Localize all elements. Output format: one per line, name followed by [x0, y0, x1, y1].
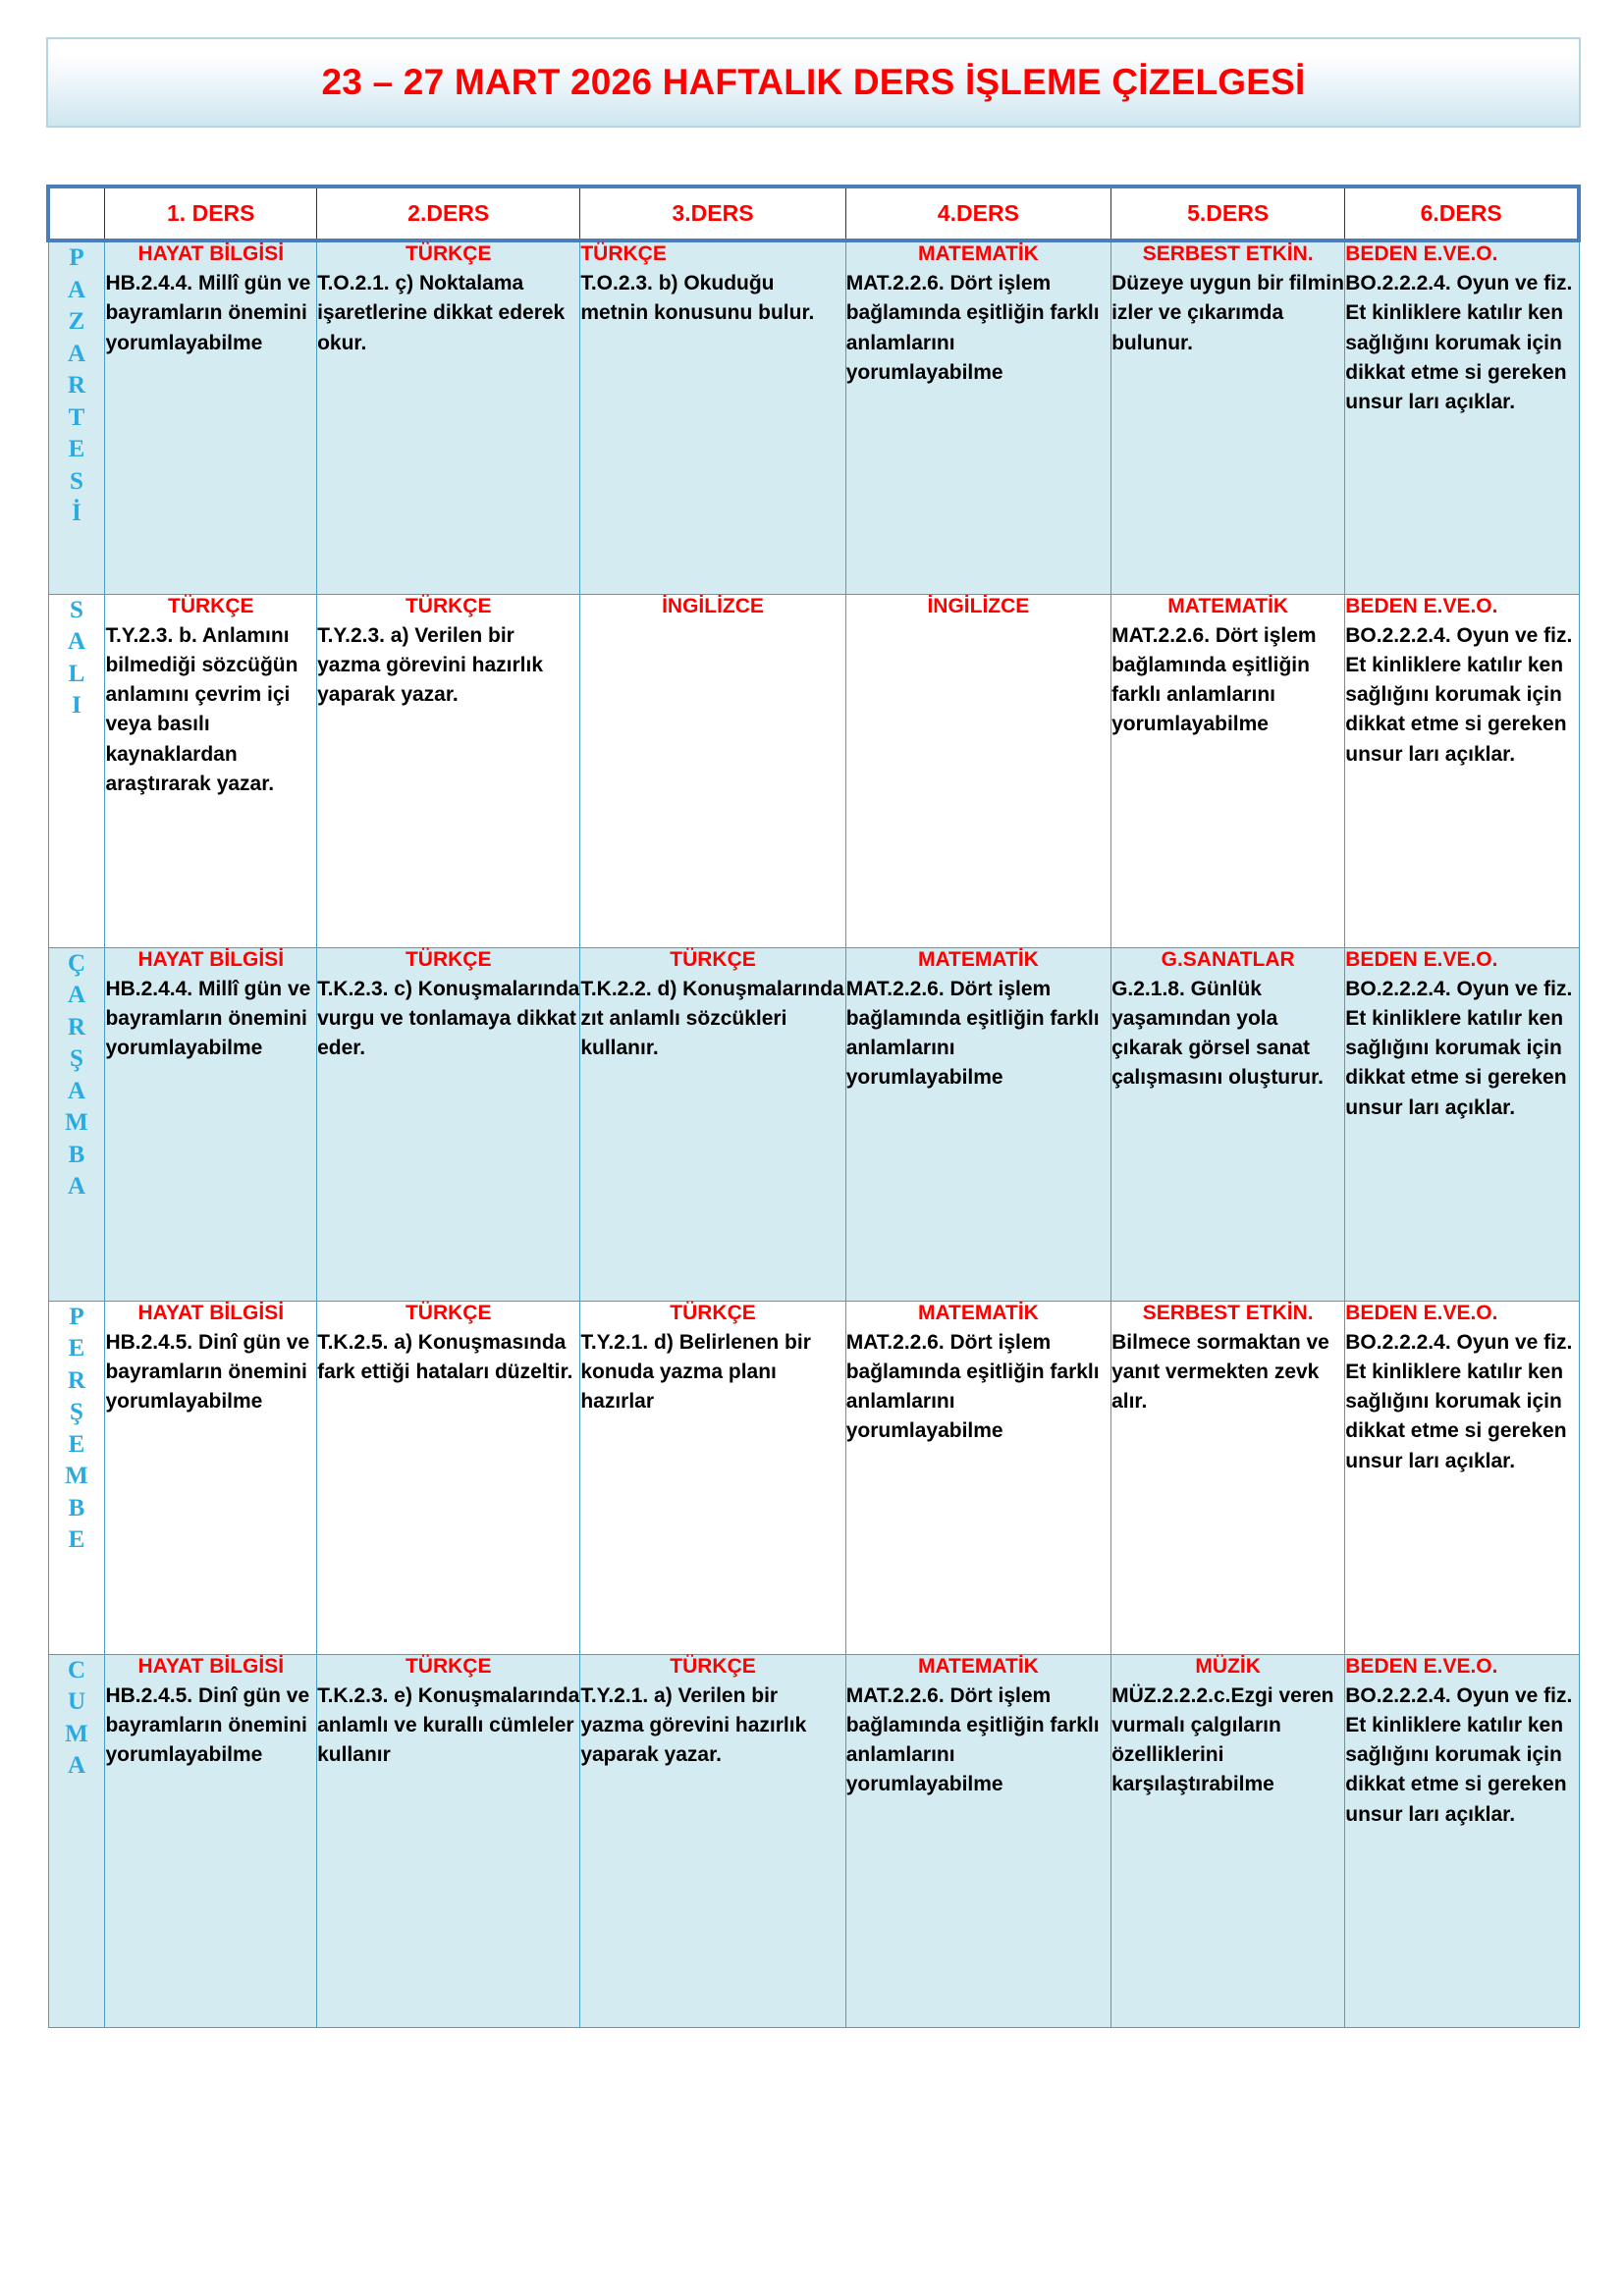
lesson-subject: BEDEN E.VE.O.	[1345, 1654, 1498, 1678]
lesson-subject: MATEMATİK	[1167, 594, 1289, 617]
lesson-cell	[845, 1654, 1110, 2027]
day-letter: Ç	[67, 949, 85, 977]
lesson-outcome: T.O.2.1. ç) Noktalama işaretlerine dikkat ederek okur.	[317, 272, 566, 354]
day-letter: Ş	[70, 1399, 83, 1425]
lesson-subject: HAYAT BİLGİSİ	[137, 1301, 285, 1324]
header-lesson-6-label: 6.DERS	[1420, 200, 1502, 226]
lesson-cell	[1345, 947, 1579, 1301]
day-letter: R	[67, 1366, 85, 1394]
lesson-outcome: BO.2.2.2.4. Oyun ve fiz. Et kinliklere katılır ken sağlığını korumak için dikkat etme si gereken unsur ları açıklar.	[1345, 1330, 1573, 1472]
lesson-cell	[317, 1301, 580, 1654]
lesson-cell	[845, 594, 1110, 947]
lesson-cell	[1111, 1301, 1345, 1654]
day-letter: M	[65, 1720, 88, 1747]
lesson-cell	[1111, 1654, 1345, 2027]
day-letter: P	[69, 244, 84, 271]
lesson-subject: TÜRKÇE	[670, 947, 756, 971]
day-letter: L	[68, 660, 85, 687]
lesson-subject: G.SANATLAR	[1161, 947, 1295, 971]
lesson-subject: BEDEN E.VE.O.	[1345, 242, 1498, 265]
header-lesson-6	[1345, 187, 1579, 240]
day-letter: I	[72, 692, 81, 719]
day-letter: A	[67, 1077, 85, 1104]
lesson-subject: TÜRKÇE	[405, 594, 492, 617]
header-lesson-5	[1111, 187, 1345, 240]
lesson-subject: MATEMATİK	[917, 242, 1039, 265]
lesson-outcome: HB.2.4.4. Millî gün ve bayramların önemini yorumlayabilme	[105, 272, 311, 354]
day-label-vertical	[49, 242, 105, 530]
lesson-outcome: HB.2.4.5. Dinî gün ve bayramların önemini yorumlayabilme	[105, 1683, 310, 1767]
lesson-cell	[105, 1654, 317, 2027]
lesson-outcome: BO.2.2.2.4. Oyun ve fiz. Et kinliklere katılır ken sağlığını korumak için dikkat etme si gereken unsur ları açıklar.	[1345, 1683, 1573, 1826]
lesson-cell	[105, 1301, 317, 1654]
day-letter: A	[67, 982, 85, 1008]
lesson-outcome: MAT.2.2.6. Dört işlem bağlamında eşitliğin farklı anlamlarını yorumlayabilme	[845, 1330, 1100, 1443]
day-label-cell-pazartesi̇	[48, 240, 105, 594]
day-letter: E	[68, 1335, 85, 1362]
lesson-cell	[1345, 594, 1579, 947]
header-lesson-4	[845, 187, 1110, 240]
table-row	[48, 594, 1579, 947]
lesson-outcome: Bilmece sormaktan ve yanıt vermekten zevk alır.	[1111, 1330, 1329, 1414]
header-lesson-5-label: 5.DERS	[1187, 200, 1270, 226]
lesson-outcome: HB.2.4.4. Millî gün ve bayramların önemini yorumlayabilme	[105, 977, 311, 1060]
day-letter: M	[65, 1463, 88, 1489]
day-letter: İ	[72, 500, 81, 526]
lesson-subject: HAYAT BİLGİSİ	[137, 947, 285, 971]
lesson-subject: TÜRKÇE	[405, 1301, 492, 1324]
lesson-cell	[317, 947, 580, 1301]
lesson-cell	[845, 240, 1110, 594]
lesson-outcome: G.2.1.8. Günlük yaşamından yola çıkarak görsel sanat çalışmasını oluşturur.	[1111, 977, 1324, 1090]
lesson-subject: MATEMATİK	[917, 1301, 1039, 1324]
lesson-outcome: T.Y.2.1. d) Belirlenen bir konuda yazma planı hazırlar	[580, 1330, 811, 1414]
lesson-subject: İNGİLİZCE	[662, 594, 764, 617]
lesson-outcome: MAT.2.2.6. Dört işlem bağlamında eşitliğin farklı anlamlarını yorumlayabilme	[1111, 623, 1317, 736]
day-letter: E	[68, 1526, 85, 1553]
lesson-outcome: T.K.2.5. a) Konuşmasında fark ettiği hataları düzeltir.	[317, 1330, 573, 1383]
lesson-outcome: T.Y.2.3. b. Anlamını bilmediği sözcüğün anlamını çevrim içi veya basılı kaynaklardan araştırarak yazar.	[105, 623, 298, 795]
lesson-subject: TÜRKÇE	[405, 242, 492, 265]
day-letter: C	[67, 1656, 85, 1683]
day-letter: B	[68, 1141, 85, 1168]
day-label-cell-sali	[48, 594, 105, 947]
lesson-cell	[317, 240, 580, 594]
table-row	[48, 1654, 1579, 2027]
lesson-outcome: T.Y.2.3. a) Verilen bir yazma görevini hazırlık yaparak yazar.	[317, 623, 544, 707]
lesson-outcome: BO.2.2.2.4. Oyun ve fiz. Et kinliklere katılır ken sağlığını korumak için dikkat etme si gereken unsur ları açıklar.	[1345, 977, 1573, 1119]
lesson-cell	[1111, 947, 1345, 1301]
lesson-subject: HAYAT BİLGİSİ	[137, 1654, 285, 1678]
day-letter: M	[65, 1109, 88, 1136]
table-header-row	[48, 187, 1579, 240]
lesson-outcome: T.O.2.3. b) Okuduğu metnin konusunu bulur.	[580, 272, 815, 325]
day-letter: U	[67, 1688, 85, 1715]
page-title: 23 – 27 MART 2026 HAFTALIK DERS İŞLEME ÇİZELGESİ	[321, 62, 1306, 102]
day-letter: A	[67, 1752, 85, 1779]
lesson-cell	[1111, 240, 1345, 594]
lesson-cell	[105, 240, 317, 594]
lesson-subject: SERBEST ETKİN.	[1142, 242, 1314, 265]
lesson-cell	[1111, 594, 1345, 947]
lesson-subject: TÜRKÇE	[670, 1301, 756, 1324]
lesson-outcome: Düzeye uygun bir filmin izler ve çıkarımda bulunur.	[1111, 272, 1344, 354]
header-lesson-1	[105, 187, 317, 240]
day-letter: A	[67, 340, 85, 367]
lesson-cell	[317, 1654, 580, 2027]
table-row	[48, 1301, 1579, 1654]
lesson-subject: TÜRKÇE	[168, 594, 254, 617]
lesson-cell	[1345, 1654, 1579, 2027]
lesson-cell	[105, 594, 317, 947]
lesson-subject: TÜRKÇE	[580, 242, 667, 265]
lesson-subject: BEDEN E.VE.O.	[1345, 1301, 1498, 1324]
lesson-cell	[1345, 240, 1579, 594]
header-lesson-3	[580, 187, 845, 240]
lesson-cell	[1345, 1301, 1579, 1654]
day-letter: R	[67, 1013, 85, 1041]
day-label-vertical	[49, 948, 105, 1203]
header-lesson-2-label: 2.DERS	[407, 200, 490, 226]
lesson-cell	[845, 947, 1110, 1301]
day-label-cell-perşembe	[48, 1301, 105, 1654]
day-letter: P	[69, 1303, 84, 1330]
lesson-subject: SERBEST ETKİN.	[1142, 1301, 1314, 1324]
lesson-outcome: HB.2.4.5. Dinî gün ve bayramların önemini yorumlayabilme	[105, 1330, 310, 1414]
day-label-vertical	[49, 1655, 105, 1783]
header-lesson-4-label: 4.DERS	[937, 200, 1019, 226]
day-letter: B	[68, 1494, 85, 1522]
day-letter: E	[68, 1430, 85, 1458]
header-lesson-1-label: 1. DERS	[167, 200, 255, 226]
header-corner-cell	[48, 187, 105, 240]
lesson-subject: MATEMATİK	[917, 1654, 1039, 1678]
lesson-subject: BEDEN E.VE.O.	[1345, 947, 1498, 971]
header-lesson-2	[317, 187, 580, 240]
lesson-outcome: MAT.2.2.6. Dört işlem bağlamında eşitliğin farklı anlamlarını yorumlayabilme	[845, 977, 1100, 1090]
day-label-vertical	[49, 1302, 105, 1557]
lesson-subject: TÜRKÇE	[405, 1654, 492, 1678]
lesson-cell	[580, 1301, 845, 1654]
day-label-cell-çarşamba	[48, 947, 105, 1301]
lesson-outcome: BO.2.2.2.4. Oyun ve fiz. Et kinliklere katılır ken sağlığını korumak için dikkat etme si gereken unsur ları açıklar.	[1345, 272, 1573, 414]
day-letter: E	[68, 436, 85, 462]
day-letter: S	[70, 596, 83, 623]
lesson-cell	[317, 594, 580, 947]
day-letter: A	[67, 276, 85, 303]
lesson-cell	[580, 947, 845, 1301]
lesson-subject: İNGİLİZCE	[927, 594, 1030, 617]
lesson-cell	[580, 1654, 845, 2027]
day-letter: R	[67, 372, 85, 399]
lesson-subject: HAYAT BİLGİSİ	[137, 242, 285, 265]
lesson-cell	[845, 1301, 1110, 1654]
lesson-outcome: T.K.2.3. e) Konuşmalarında anlamlı ve kurallı cümleler kullanır	[317, 1683, 580, 1767]
weekly-schedule-table	[46, 185, 1581, 2028]
lesson-cell	[580, 240, 845, 594]
day-letter: A	[67, 628, 85, 655]
table-row	[48, 240, 1579, 594]
table-body	[48, 240, 1579, 2027]
lesson-subject: TÜRKÇE	[405, 947, 492, 971]
lesson-outcome: T.K.2.2. d) Konuşmalarında zıt anlamlı sözcükleri kullanır.	[580, 977, 844, 1060]
lesson-outcome: MAT.2.2.6. Dört işlem bağlamında eşitliğin farklı anlamlarını yorumlayabilme	[845, 272, 1100, 384]
header-lesson-3-label: 3.DERS	[672, 200, 754, 226]
lesson-subject: MATEMATİK	[917, 947, 1039, 971]
day-letter: Z	[68, 308, 85, 335]
day-label-vertical	[49, 595, 105, 722]
lesson-cell	[105, 947, 317, 1301]
lesson-outcome: T.K.2.3. c) Konuşmalarında vurgu ve tonlamaya dikkat eder.	[317, 977, 580, 1060]
day-letter: S	[70, 467, 83, 495]
lesson-subject: TÜRKÇE	[670, 1654, 756, 1678]
day-label-cell-cuma	[48, 1654, 105, 2027]
lesson-outcome: MÜZ.2.2.2.c.Ezgi veren vurmalı çalgıların özelliklerini karşılaştırabilme	[1111, 1683, 1334, 1796]
lesson-subject: BEDEN E.VE.O.	[1345, 594, 1498, 617]
lesson-outcome: MAT.2.2.6. Dört işlem bağlamında eşitliğin farklı anlamlarını yorumlayabilme	[845, 1683, 1100, 1796]
lesson-cell	[580, 594, 845, 947]
table-row	[48, 947, 1579, 1301]
lesson-outcome: BO.2.2.2.4. Oyun ve fiz. Et kinliklere katılır ken sağlığını korumak için dikkat etme si gereken unsur ları açıklar.	[1345, 623, 1573, 766]
lesson-subject: MÜZİK	[1195, 1654, 1261, 1678]
day-letter: A	[67, 1173, 85, 1200]
day-letter: Ş	[70, 1045, 83, 1072]
title-banner	[46, 37, 1581, 128]
lesson-outcome: T.Y.2.1. a) Verilen bir yazma görevini hazırlık yaparak yazar.	[580, 1683, 807, 1767]
day-letter: T	[68, 403, 85, 431]
